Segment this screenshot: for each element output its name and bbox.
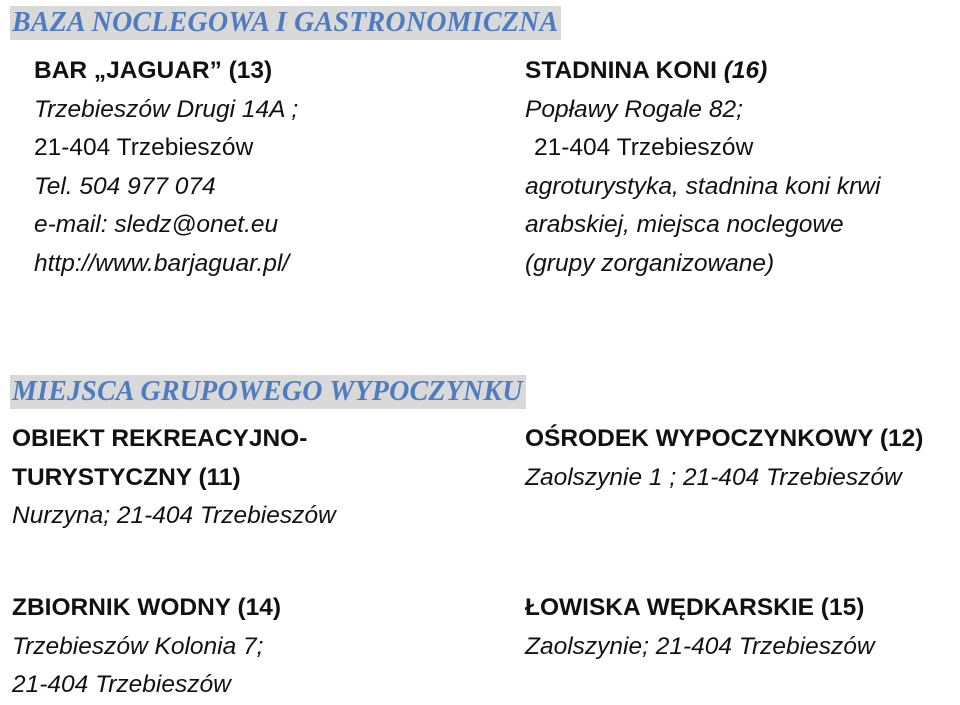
listing-postal-line: 21-404 Trzebieszów — [534, 134, 754, 161]
listing-address-line: Popławy Rogale 82; — [525, 95, 743, 123]
listing-name: ŁOWISKA WĘDKARSKIE (15) — [525, 594, 865, 621]
listing-website[interactable]: http://www.barjaguar.pl/ — [34, 249, 290, 277]
listing-osrodek-wypoczynkowy — [525, 420, 923, 497]
listing-description-line: agroturystyka, stadnina koni krwi — [525, 172, 881, 200]
listing-phone: Tel. 504 977 074 — [34, 172, 216, 200]
section-heading-group-recreation: MIEJSCA GRUPOWEGO WYPOCZYNKU — [10, 375, 526, 409]
section-heading-accommodation: BAZA NOCLEGOWA I GASTRONOMICZNA — [10, 6, 561, 40]
listing-address-line: Trzebieszów Kolonia 7; — [12, 632, 264, 660]
listing-address-line: Zaolszynie; 21-404 Trzebieszów — [525, 632, 875, 660]
listing-bar-jaguar — [34, 52, 298, 283]
listing-obiekt-rekreacyjno-turystyczny — [12, 420, 336, 536]
listing-email[interactable]: e-mail: sledz@onet.eu — [34, 211, 279, 238]
listing-address-line: Nurzyna; 21-404 Trzebieszów — [12, 502, 336, 529]
listing-postal-line: 21-404 Trzebieszów — [12, 671, 231, 698]
listing-name: OŚRODEK WYPOCZYNKOWY (12) — [525, 425, 924, 452]
listing-description-line: arabskiej, miejsca noclegowe — [525, 211, 844, 238]
listing-postal-line: 21-404 Trzebieszów — [34, 134, 254, 161]
listing-address-line: Zaolszynie 1 ; 21-404 Trzebieszów — [525, 463, 902, 491]
listing-number: (16) — [723, 57, 768, 84]
listing-address-line: Trzebieszów Drugi 14A ; — [34, 95, 299, 123]
listing-name — [525, 52, 880, 91]
listing-description-line: (grupy zorganizowane) — [525, 249, 775, 277]
listing-name: BAR „JAGUAR” (13) — [34, 57, 273, 84]
listing-name-line: OBIEKT REKREACYJNO- — [12, 425, 308, 452]
listing-stadnina-koni — [525, 52, 880, 283]
listing-name-text: STADNINA KONI — [525, 57, 717, 84]
listing-lowiska-wedkarskie — [525, 589, 875, 666]
listing-name-line: TURYSTYCZNY (11) — [12, 463, 241, 491]
listing-name: ZBIORNIK WODNY (14) — [12, 594, 282, 621]
listing-zbiornik-wodny — [12, 589, 281, 705]
